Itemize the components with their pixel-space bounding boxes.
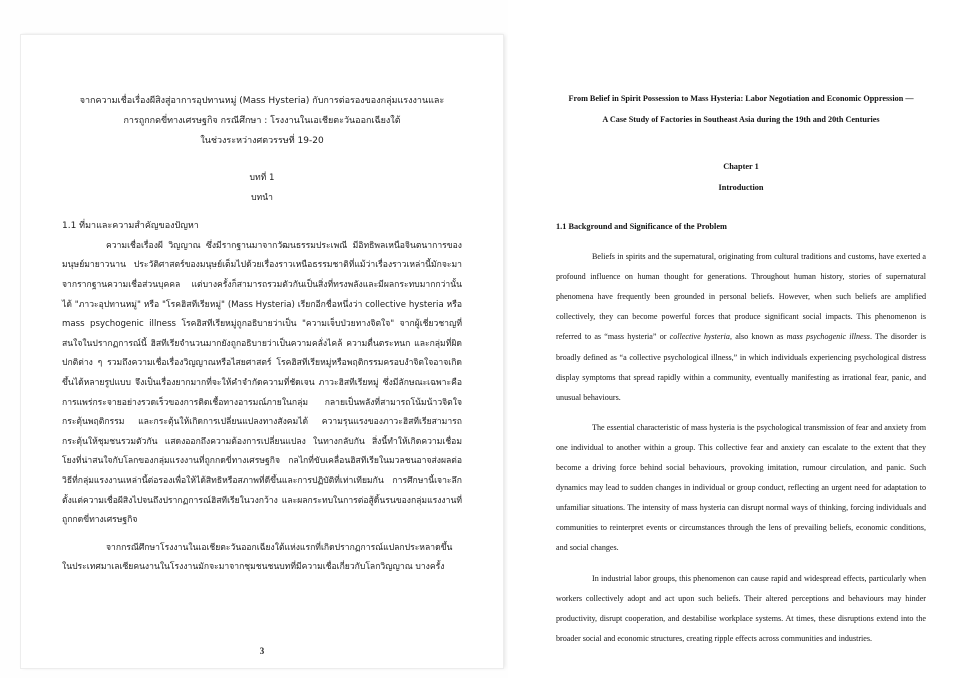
thai-chapter-title: บทนำ <box>251 192 273 203</box>
thai-title-line-1: จากความเชื่อเรื่องผีสิงสู่อาการอุปทานหมู่ (Mass Hysteria) กับการต่อรองของกลุ่มแรงงานและ <box>79 96 445 106</box>
english-title-chapter-spacer <box>556 130 926 156</box>
english-paragraph-spacer-1 <box>556 408 926 418</box>
right-page-english <box>508 0 960 678</box>
left-page-thai <box>21 35 503 668</box>
thai-title-line-2: การถูกกดขี่ทางเศรษฐกิจ กรณีศึกษา : โรงงานในเอเชียตะวันออกเฉียงใต้ <box>123 116 401 126</box>
thai-document-title <box>62 91 462 151</box>
english-chapter-heading-spacer <box>556 198 926 217</box>
english-title-line-1: From Belief in Spirit Possession to Mass Hysteria: Labor Negotiation and Economic Oppression — <box>568 94 914 103</box>
english-section-heading: 1.1 Background and Significance of the Problem <box>556 222 727 231</box>
left-page-text-column <box>62 35 462 668</box>
thai-title-line-3: ในช่วงระหว่างศตวรรษที่ 19-20 <box>200 136 324 146</box>
thai-chapter-label: บทที่ 1 <box>249 173 275 183</box>
english-document-title <box>556 88 926 130</box>
chapter-heading-spacer <box>62 208 462 217</box>
thai-section-heading: 1.1 ที่มาและความสำคัญของปัญหา <box>62 221 199 232</box>
thai-paragraph-1: ความเชื่อเรื่องผี วิญญาณ ซึ่งมีรากฐานมาจากวัฒนธรรมประเพณี มีอิทธิพลเหนือจินตนาการของมนุษย์มายาวนาน ประวัติศาสตร์ของมนุษย์เต็มไปด้วยเรื่องราวเหนือธรรมชาติที่แม้ว่าเรื่องราวเหล่านี้มักจะมาจากรากฐานความเชื่อส่วนบุคคล แต่บางครั้งก็สามารถรวมตัวกันเป็นสิ่งที่ทรงพลังและมีผลกระทบมากกว่านั้นได้ "ภาวะอุปทานหมู่" หรือ "โรคฮิสทีเรียหมู่" (Mass Hysteria) เรียกอีกชื่อหนึ่งว่า collective hysteria หรือ mass psychogenic illness โรคฮิสทีเรียหมู่ถูกอธิบายว่าเป็น "ความเจ็บป่วยทางจิตใจ" จากผู้เชี่ยวชาญที่สนใจในปรากฏการณ์นี้ ฮิสทีเรียจำนวนมากยังถูกอธิบายว่าเป็นความคลั่งไคล้ ความตื่นตระหนก และกลุ่มที่ผิดปกติต่าง ๆ รวมถึงความเชื่อเรื่องวิญญาณหรือไสยศาสตร์ โรคฮิสทีเรียหมู่หรือพฤติกรรมครอบงำจิตใจอาจเกิดขึ้นได้หลายรูปแบบ จึงเป็นเรื่องยากมากที่จะให้คำจำกัดความที่ชัดเจน ภาวะฮิสทีเรียหมู่ ซึ่งมีลักษณะเฉพาะคือการแพร่กระจายอย่างรวดเร็วของการติดเชื้อทางอารมณ์ภายในกลุ่ม กลายเป็นพลังที่สามารถโน้มน้าวจิตใจ กระตุ้นพฤติกรรม และกระตุ้นให้เกิดการเปลี่ยนแปลงทางสังคมได้ ความรุนแรงของภาวะฮิสทีเรียสามารถกระตุ้นให้ชุมชนรวมตัวกัน แสดงออกถึงความต้องการเปลี่ยนแปลง ในทางกลับกัน สิ่งนี้ทำให้เกิดความเชื่อมโยงที่น่าสนใจกับโลกของกลุ่มแรงงานที่ถูกกดขี่ทางเศรษฐกิจ กลไกที่ขับเคลื่อนฮิสทีเรียในมวลชนอาจส่งผลต่อวิธีที่กลุ่มแรงงานเหล่านี้ต่อรองเพื่อให้ได้สิทธิหรือสภาพที่ดีขึ้นและการปฏิบัติที่เท่าเทียมกัน การศึกษานี้เจาะลึกตั้งแต่ความเชื่อผีสิงไปจนถึงปรากฏการณ์ฮิสทีเรียในวงกว้าง และผลกระทบในการต่อสู้ดิ้นรนของกลุ่มแรงงานที่ถูกกดขี่ทางเศรษฐกิจ <box>62 240 462 526</box>
english-paragraph-spacer-2 <box>556 559 926 569</box>
right-page-text-column <box>556 0 926 678</box>
thai-paragraph-spacer <box>62 531 462 539</box>
english-chapter-label: Chapter 1 <box>723 162 759 171</box>
english-chapter-title: Introduction <box>718 183 764 192</box>
title-chapter-spacer <box>62 151 462 169</box>
page-number-folio: 3 <box>259 646 265 656</box>
english-paragraph-1: Beliefs in spirits and the supernatural, originating from cultural traditions and customs, have exerted a profound influence on human thought for generations. Throughout human history, stories of supernatural phenomena have frequently been grounded in personal beliefs. However, when such beliefs are amplified collectively, they can become powerful forces that produce significant social impacts. This phenomenon is referred to as “mass hysteria” or collective hysteria, also known as mass psychogenic illness. The disorder is broadly defined as “a collective psychological illness,” in which individuals experiencing psychological distress display symptoms that spread rapidly within a community, eventually manifesting as irrational fear, panic, and unusual behaviours. <box>556 252 926 402</box>
english-paragraph-3: In industrial labor groups, this phenomenon can cause rapid and widespread effects, particularly when workers collectively adopt and act upon such beliefs. Their altered perceptions and behaviours may hinder productivity, disrupt cooperation, and destabilise workplace systems. At times, these disruptions extend into the broader social and economic structures, creating ripple effects across communities and industries. <box>556 573 926 643</box>
right-top-margin-spacer <box>556 0 926 88</box>
english-title-line-2: A Case Study of Factories in Southeast Asia during the 19th and 20th Centuries <box>602 115 880 124</box>
thai-paragraph-2: จากกรณีศึกษาโรงงานในเอเชียตะวันออกเฉียงใต้แห่งแรกที่เกิดปรากฏการณ์แปลกประหลาดขึ้นในประเทศมาเลเซียคนงานในโรงงานมักจะมาจากชุมชนชนบทที่มีความเชื่อเกี่ยวกับโลกวิญญาณ บางครั้ง <box>62 542 453 573</box>
english-paragraph-2: The essential characteristic of mass hysteria is the psychological transmission of fear and anxiety from one individual to another within a group. This collective fear and anxiety can escalate to the extent that they become a driving force behind social behaviours, provoking imitation, rumour circulation, and panic. Such dynamics may lead to sudden changes in individual or group conduct, reflecting an urgent need for adaptation to unfamiliar situations. The intensity of mass hysteria can disrupt normal ways of thinking, forcing individuals and communities to reinterpret events or circumstances through the lens of prevailing beliefs, economic conditions, and social changes. <box>556 422 926 553</box>
english-heading-para-spacer <box>556 237 926 247</box>
top-margin-spacer <box>62 35 462 91</box>
